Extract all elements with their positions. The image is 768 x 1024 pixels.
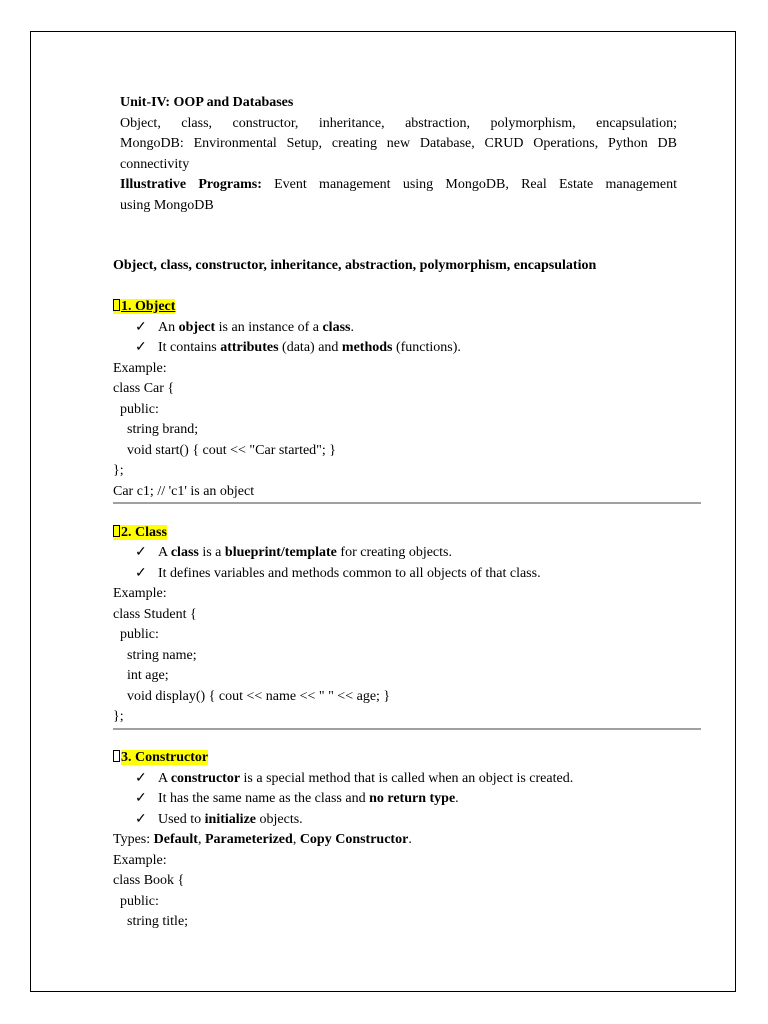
check-icon: ✓: [135, 791, 147, 806]
unit-topics-line-2: MongoDB: Environmental Setup, creating new Database, CRUD Operations, Python DB: [120, 136, 677, 151]
constructor-types: Types: Default, Parameterized, Copy Constructor.: [113, 832, 412, 847]
class-code-line: int age;: [113, 668, 169, 683]
class-code-line: };: [113, 709, 124, 724]
illustrative-programs-label: Illustrative Programs:: [120, 177, 262, 192]
constructor-bullet-2: ✓ It has the same name as the class and no return type.: [135, 789, 701, 810]
constructor-bullet-3: ✓ Used to initialize objects.: [135, 810, 701, 831]
class-code-line: class Student {: [113, 606, 197, 622]
constructor-bullet-1: ✓ A constructor is a special method that is called when an object is created.: [135, 769, 701, 790]
illustrative-programs-line-1: Illustrative Programs: Event management using MongoDB, Real Estate management: [120, 177, 677, 192]
unit-syllabus: [120, 93, 677, 216]
check-icon: ✓: [135, 319, 147, 335]
constructor-code-line: public:: [113, 893, 159, 909]
constructor-code-line: class Book {: [113, 873, 185, 888]
object-code-line: string brand;: [113, 422, 199, 437]
class-bullet-1: ✓ A class is a blueprint/template for creating objects.: [135, 543, 701, 564]
object-bullet-1: ✓ An object is an instance of a class.: [135, 318, 701, 339]
missing-glyph-icon: [113, 299, 120, 311]
class-bullet-2: ✓ It defines variables and methods common to all objects of that class.: [135, 564, 701, 585]
constructor-section: [113, 748, 701, 933]
constructor-heading: 3. Constructor: [113, 748, 701, 769]
class-code-line: public:: [113, 627, 159, 642]
missing-glyph-icon: [113, 750, 120, 762]
object-bullets: [113, 318, 701, 359]
object-section: [113, 297, 701, 502]
check-icon: ✓: [135, 340, 147, 355]
class-code-line: void display() { cout << name << " " << age; }: [113, 688, 391, 704]
class-code-line: string name;: [113, 647, 197, 663]
class-section: [113, 523, 701, 728]
unit-topics-line-1: Object, class, constructor, inheritance, abstraction, polymorphism, encapsulation;: [120, 115, 677, 131]
object-code-line: void start() { cout << "Car started"; }: [113, 442, 337, 458]
check-icon: ✓: [135, 565, 147, 581]
class-bullets: [113, 543, 701, 584]
check-icon: ✓: [135, 811, 147, 827]
check-icon: ✓: [135, 770, 147, 786]
object-heading: 1. Object: [113, 297, 701, 318]
object-code-line: };: [113, 463, 124, 478]
notes-content: [113, 256, 701, 933]
illustrative-programs-line-2: using MongoDB: [120, 197, 214, 213]
class-heading: 2. Class: [113, 523, 701, 544]
class-example-label: Example:: [113, 586, 167, 601]
object-bullet-2: ✓ It contains attributes (data) and methods (functions).: [135, 338, 701, 359]
object-code-line: class Car {: [113, 381, 175, 396]
constructor-code-line: string title;: [113, 914, 189, 929]
check-icon: ✓: [135, 545, 147, 560]
constructor-bullets: [113, 769, 701, 831]
missing-glyph-icon: [113, 525, 120, 537]
section-title: Object, class, constructor, inheritance, abstraction, polymorphism, encapsulation: [113, 258, 597, 273]
object-code-line: Car c1; // 'c1' is an object: [113, 483, 255, 499]
constructor-example-label: Example:: [113, 852, 167, 868]
unit-title: Unit-IV: OOP and Databases: [120, 95, 294, 110]
unit-topics-line-3: connectivity: [120, 156, 190, 172]
object-code-line: public:: [113, 401, 159, 417]
object-example-label: Example:: [113, 360, 167, 376]
